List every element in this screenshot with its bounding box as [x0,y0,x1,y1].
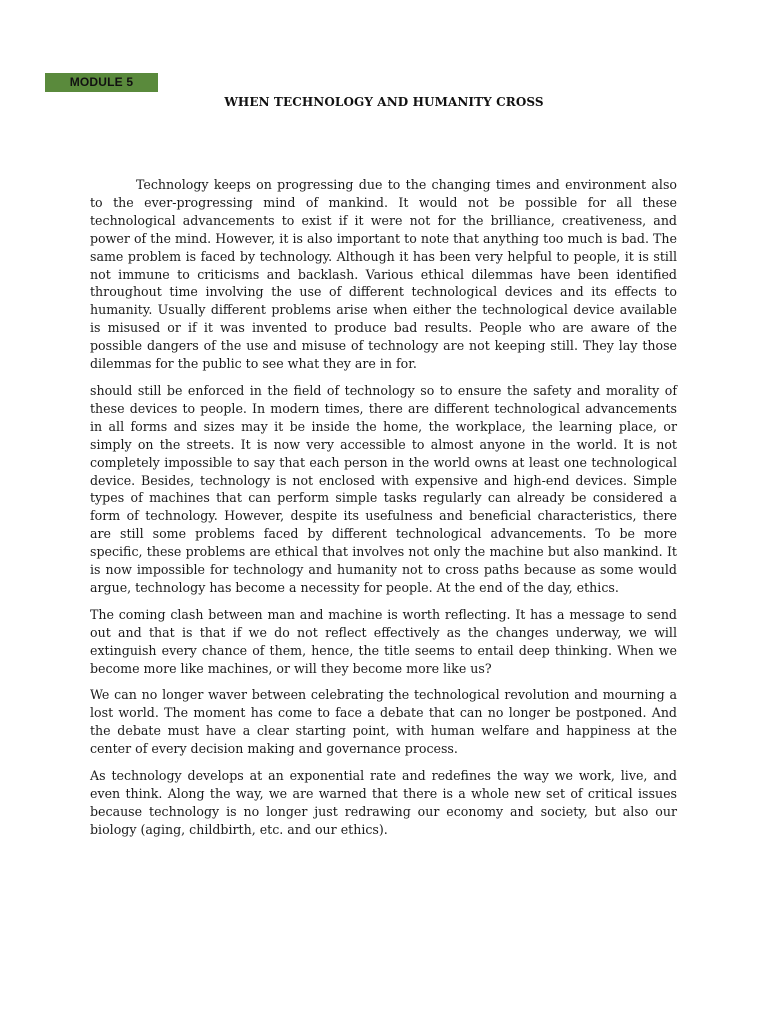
paragraph-exponential-rate: As technology develops at an exponential rate and redefines the way we work, live, and even think. Along the way, we are warned that there is a whole new set of critical issues because technology is no longer just redrawing our economy and society, but also our biology (aging, childbirth, etc. and our ethics). [90,768,677,837]
paragraph-ethics-enforcement: should still be enforced in the field of technology so to ensure the safety and morality of these devices to people. In modern times, there are different technological advancements in all forms and sizes may it be inside the home, the workplace, the learning place, or simply on the streets. It is now very accessible to almost anyone in the world. It is not completely impossible to say that each person in the world owns at least one technological device. Besides, technology is not enclosed with expensive and high-end devices. Simple types of machines that can perform simple tasks regularly can already be considered a form of technology. However, despite its usefulness and beneficial characteristics, there are still some problems faced by different technological advancements. To be more specific, these problems are ethical that involves not only the machine but also mankind. It is now impossible for technology and humanity not to cross paths because as some would argue, technology has become a necessity for people. At the end of the day, ethics. [90,382,677,595]
paragraph-man-vs-machine: The coming clash between man and machine is worth reflecting. It has a message to send out and that is that if we do not reflect effectively as the changes underway, we will extinguish every chance of them, hence, the title seems to entail deep thinking. When we become more like machines, or will they become more like us? [90,606,677,676]
module-badge: MODULE 5 [45,73,158,92]
document-title: WHEN TECHNOLOGY AND HUMANITY CROSS [224,95,544,109]
document-body [90,176,677,848]
paragraph-intro: Technology keeps on progressing due to the changing times and environment also to the ever-progressing mind of mankind. It would not be possible for all these technological advancements to exist if it were not for the brilliance, creativeness, and power of the mind. However, it is also important to note that anything too much is bad. The same problem is faced by technology. Although it has been very helpful to people, it is still not immune to criticisms and backlash. Various ethical dilemmas have been identified throughout time involving the use of different technological devices and its effects to humanity. Usually different problems arise when either the technological device available is misused or if it was invented to produce bad results. People who are aware of the possible dangers of the use and misuse of technology are not keeping still. They lay those dilemmas for the public to see what they are in for. [90,177,677,372]
paragraph-debate: We can no longer waver between celebrating the technological revolution and mourning a lost world. The moment has come to face a debate that can no longer be postponed. And the debate must have a clear starting point, with human welfare and happiness at the center of every decision making and governance process. [90,687,677,757]
